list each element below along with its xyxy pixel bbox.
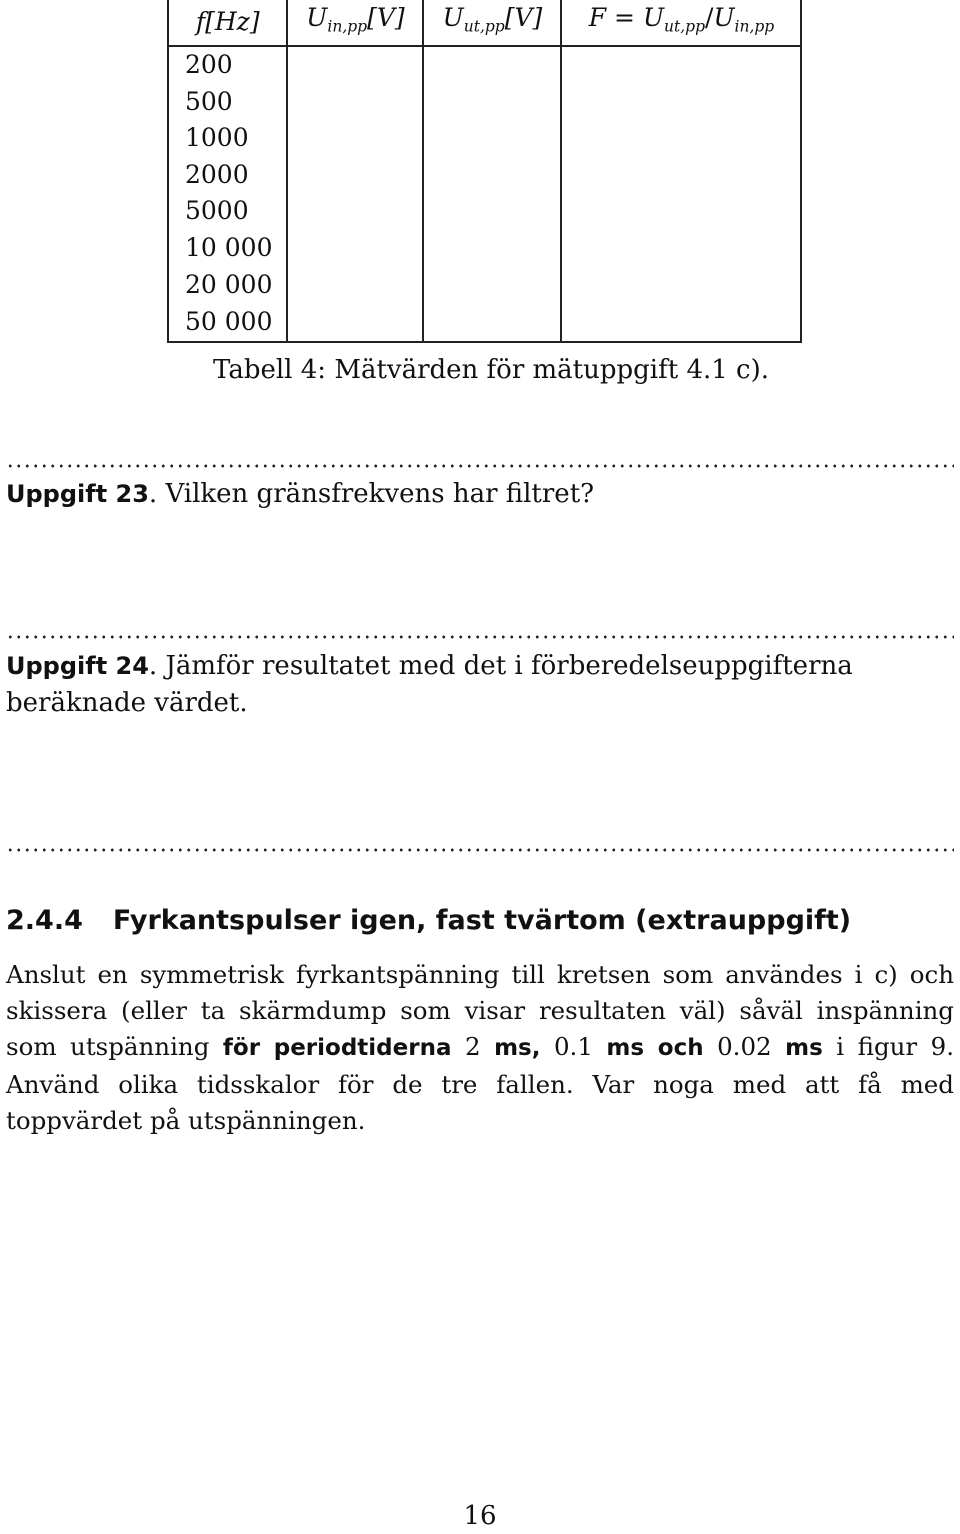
frequency-cell: 1000 bbox=[168, 120, 287, 157]
table-row bbox=[168, 230, 801, 267]
header-u-out: $U_{ut,pp}[V]$ bbox=[423, 0, 561, 46]
table-row bbox=[168, 303, 801, 342]
ratio-cell bbox=[561, 303, 801, 342]
answer-dotted-line bbox=[6, 847, 954, 853]
frequency-cell: 20 000 bbox=[168, 267, 287, 304]
u-out-cell bbox=[423, 303, 561, 342]
table-row bbox=[168, 46, 801, 84]
header-u-in: $U_{in,pp}[V]$ bbox=[287, 0, 423, 46]
table-row bbox=[168, 84, 801, 121]
u-out-cell bbox=[423, 157, 561, 194]
ratio-cell bbox=[561, 46, 801, 84]
header-frequency: f[Hz] bbox=[168, 0, 287, 46]
task-24-label: Uppgift 24 bbox=[6, 652, 149, 680]
u-out-cell bbox=[423, 46, 561, 84]
ratio-cell bbox=[561, 267, 801, 304]
frequency-cell: 5000 bbox=[168, 193, 287, 230]
table-row bbox=[168, 157, 801, 194]
section-number: 2.4.4 bbox=[6, 905, 83, 936]
section-heading bbox=[6, 901, 851, 941]
ratio-cell bbox=[561, 193, 801, 230]
task-24 bbox=[6, 648, 954, 722]
frequency-cell: 2000 bbox=[168, 157, 287, 194]
table-row bbox=[168, 193, 801, 230]
u-in-cell bbox=[287, 46, 423, 84]
answer-dotted-line bbox=[6, 463, 954, 469]
task-24-text: . Jämför resultatet med det i förberedelseuppgifterna beräknade värdet. bbox=[6, 651, 853, 718]
task-23-label: Uppgift 23 bbox=[6, 480, 149, 508]
task-23-text: . Vilken gränsfrekvens har filtret? bbox=[148, 479, 595, 509]
u-in-cell bbox=[287, 267, 423, 304]
header-gain-ratio: $F = U_{ut,pp}/U_{in,pp}$ bbox=[561, 0, 801, 46]
answer-dotted-line bbox=[6, 634, 954, 640]
u-in-cell bbox=[287, 84, 423, 121]
measurement-table bbox=[167, 0, 802, 343]
table-header-row bbox=[168, 0, 801, 46]
u-out-cell bbox=[423, 193, 561, 230]
instruction-paragraph: Anslut en symmetrisk fyrkantspänning till kretsen som användes i c) och skissera (eller ta skärmdump som visar resultaten väl) såväl inspänning som utspänning för periodtiderna 2 ms, 0.1 ms och 0.02 ms i figur 9. Använd olika tidsskalor för de tre fallen. Var noga med att få med toppvärdet på utspänningen. bbox=[6, 960, 954, 1135]
ratio-cell bbox=[561, 230, 801, 267]
u-out-cell bbox=[423, 267, 561, 304]
frequency-cell: 200 bbox=[168, 46, 287, 84]
frequency-cell: 10 000 bbox=[168, 230, 287, 267]
frequency-cell: 50 000 bbox=[168, 303, 287, 342]
task-23 bbox=[6, 476, 954, 513]
u-in-cell bbox=[287, 157, 423, 194]
table-row bbox=[168, 120, 801, 157]
u-in-cell bbox=[287, 303, 423, 342]
ratio-cell bbox=[561, 157, 801, 194]
u-out-cell bbox=[423, 120, 561, 157]
u-in-cell bbox=[287, 120, 423, 157]
page-number: 16 bbox=[463, 1501, 497, 1531]
u-out-cell bbox=[423, 230, 561, 267]
section-title: Fyrkantspulser igen, fast tvärtom (extrauppgift) bbox=[112, 905, 852, 936]
u-in-cell bbox=[287, 230, 423, 267]
ratio-cell bbox=[561, 120, 801, 157]
table-row bbox=[168, 267, 801, 304]
ratio-cell bbox=[561, 84, 801, 121]
u-in-cell bbox=[287, 193, 423, 230]
frequency-cell: 500 bbox=[168, 84, 287, 121]
u-out-cell bbox=[423, 84, 561, 121]
table-caption: Tabell 4: Mätvärden för mätuppgift 4.1 c). bbox=[213, 355, 770, 385]
